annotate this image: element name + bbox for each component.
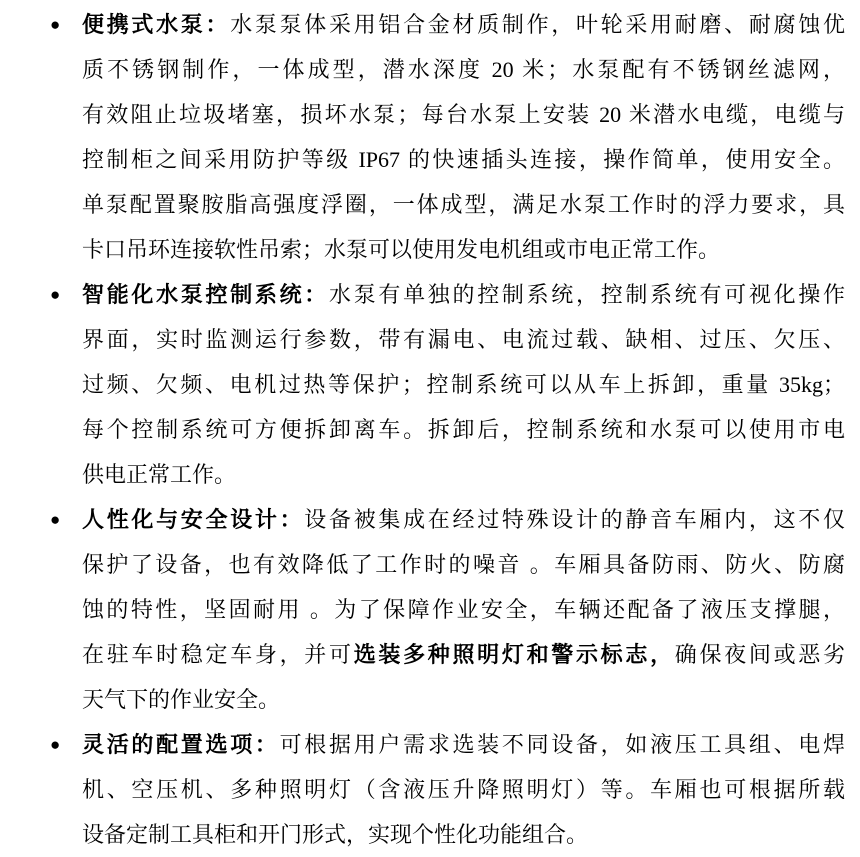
bold-text-segment: 灵活的配置选项： (82, 732, 280, 757)
text-segment: 界面，实时监测运行参数，带有漏电、电流过载、缺相、过压、欠压、 (82, 327, 845, 352)
text-segment: 机、空压机、多种照明灯（含液压升降照明灯）等。车厢也可根据所载 (82, 777, 845, 802)
text-line (82, 452, 845, 497)
text-line (82, 92, 845, 137)
bullet-paragraph (82, 272, 845, 497)
text-line (82, 182, 845, 227)
bullet-paragraph (82, 497, 845, 722)
bullet-paragraph (82, 2, 845, 272)
bold-text-segment: 智能化水泵控制系统： (82, 282, 329, 307)
bullet-marker-icon: ● (50, 285, 61, 304)
text-line (82, 362, 845, 407)
text-line (82, 632, 845, 677)
text-line (82, 2, 845, 47)
bold-text-segment: 便携式水泵： (82, 12, 231, 37)
bullet-paragraph (82, 722, 845, 857)
bullet-item (50, 497, 845, 722)
text-segment: 设备定制工具柜和开门形式，实现个性化功能组合。 (82, 822, 589, 847)
text-line (82, 407, 845, 452)
text-line (82, 812, 845, 857)
text-line (82, 542, 845, 587)
text-line (82, 47, 845, 92)
text-line (82, 677, 845, 722)
text-line (82, 587, 845, 632)
text-line (82, 227, 845, 272)
text-segment: 控制柜之间采用防护等级 IP67 的快速插头连接，操作简单，使用安全。 (82, 147, 845, 172)
text-segment: 过频、欠频、电机过热等保护；控制系统可以从车上拆卸，重量 35kg； (82, 372, 845, 397)
text-line (82, 137, 845, 182)
text-segment: 水泵有单独的控制系统，控制系统有可视化操作 (329, 282, 845, 307)
text-line (82, 722, 845, 767)
text-segment: 质不锈钢制作，一体成型，潜水深度 20 米；水泵配有不锈钢丝滤网， (82, 57, 845, 82)
bold-text-segment: 人性化与安全设计： (82, 507, 305, 532)
bullet-marker-icon: ● (50, 735, 61, 754)
text-segment: 有效阻止垃圾堵塞，损坏水泵；每台水泵上安装 20 米潜水电缆，电缆与 (82, 102, 845, 127)
bullet-item (50, 722, 845, 857)
text-line (82, 317, 845, 362)
text-segment: 可根据用户需求选装不同设备，如液压工具组、电焊 (279, 732, 845, 757)
text-segment: 每个控制系统可方便拆卸离车。拆卸后，控制系统和水泵可以使用市电 (82, 417, 845, 442)
text-segment: 天气下的作业安全。 (82, 687, 281, 712)
text-segment: 卡口吊环连接软性吊索；水泵可以使用发电机组或市电正常工作。 (82, 237, 721, 262)
text-segment: 单泵配置聚胺脂高强度浮圈，一体成型，满足水泵工作时的浮力要求，具 (82, 192, 845, 217)
text-segment: 在驻车时稳定车身，并可 (82, 642, 354, 667)
text-line (82, 497, 845, 542)
text-segment: 设备被集成在经过特殊设计的静音车厢内，这不仅 (304, 507, 845, 532)
bullet-marker-icon: ● (50, 510, 61, 529)
bold-text-segment: 选装多种照明灯和警示标志， (353, 642, 675, 667)
text-line (82, 272, 845, 317)
bullet-item (50, 2, 845, 272)
bullet-list (50, 2, 845, 857)
text-segment: 供电正常工作。 (82, 462, 237, 487)
text-segment: 蚀的特性，坚固耐用 。为了保障作业安全，车辆还配备了液压支撑腿， (82, 597, 845, 622)
text-segment: 保护了设备，也有效降低了工作时的噪音 。车厢具备防雨、防火、防腐 (82, 552, 845, 577)
bullet-marker-icon: ● (50, 15, 61, 34)
text-line (82, 767, 845, 812)
text-segment: 水泵泵体采用铝合金材质制作，叶轮采用耐磨、耐腐蚀优 (230, 12, 845, 37)
text-segment: 确保夜间或恶劣 (674, 642, 845, 667)
bullet-item (50, 272, 845, 497)
